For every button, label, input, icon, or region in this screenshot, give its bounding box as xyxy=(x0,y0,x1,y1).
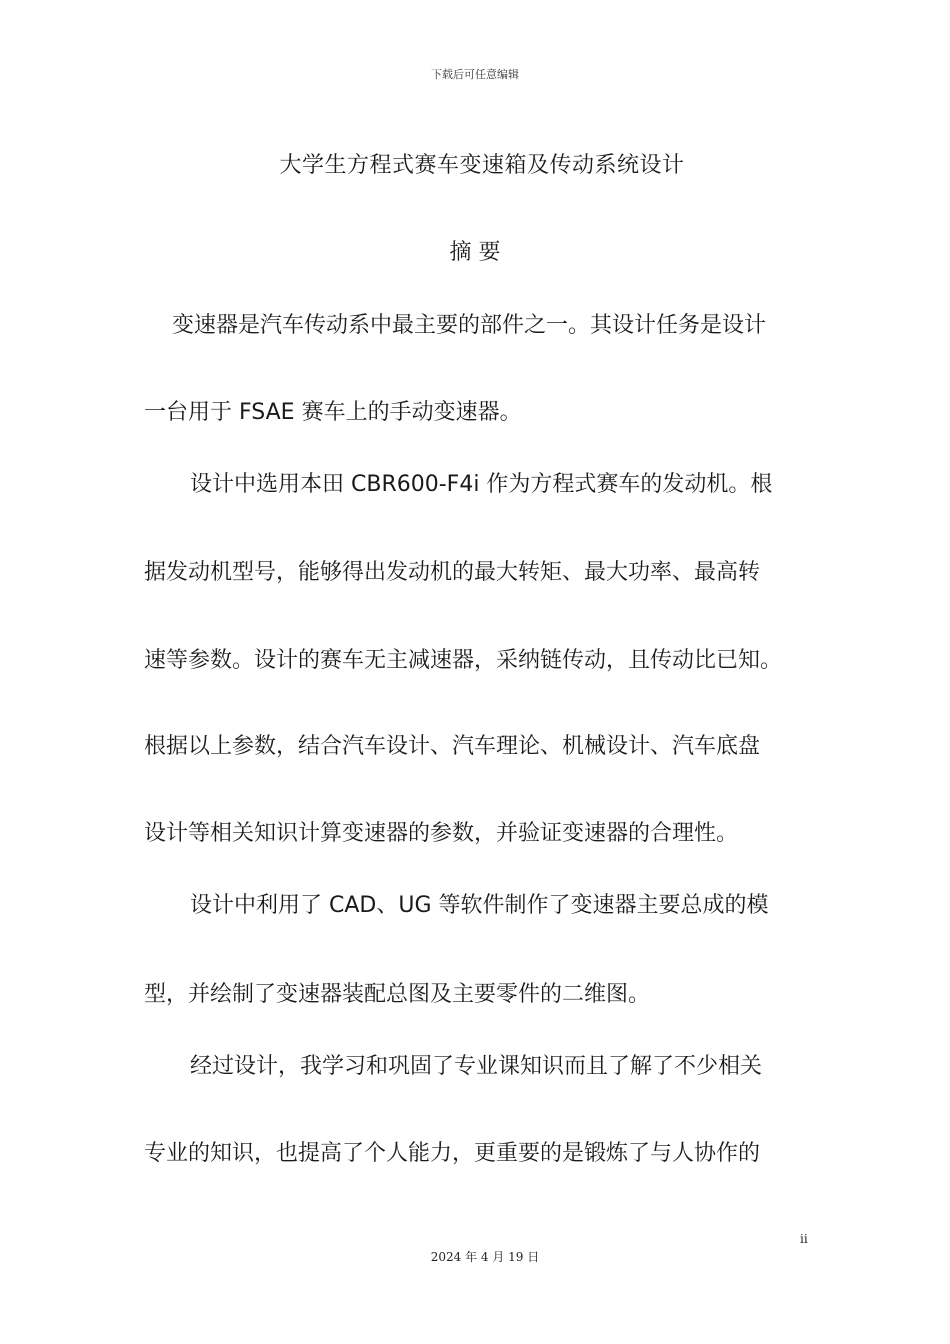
paragraph-line: 设计中选用本田 CBR600-F4i 作为方程式赛车的发动机。根 xyxy=(190,472,773,497)
paragraph-line: 专业的知识，也提高了个人能力，更重要的是锻炼了与人协作的 xyxy=(144,1141,761,1166)
paragraph-line: 一台用于 FSAE 赛车上的手动变速器。 xyxy=(144,400,522,425)
paragraph-line: 根据以上参数，结合汽车设计、汽车理论、机械设计、汽车底盘 xyxy=(144,734,761,759)
paragraph-line: 据发动机型号，能够得出发动机的最大转矩、最大功率、最高转 xyxy=(144,560,761,585)
paragraph-line: 型，并绘制了变速器装配总图及主要零件的二维图。 xyxy=(144,982,651,1007)
paragraph-line: 经过设计，我学习和巩固了专业课知识而且了解了不少相关 xyxy=(190,1054,763,1079)
page-number: ii xyxy=(800,1232,808,1246)
paragraph-line: 设计等相关知识计算变速器的参数，并验证变速器的合理性。 xyxy=(144,821,739,846)
paragraph-line: 设计中利用了 CAD、UG 等软件制作了变速器主要总成的模 xyxy=(190,893,769,918)
footer-date: 2024 年 4 月 19 日 xyxy=(430,1250,540,1264)
document-title: 大学生方程式赛车变速箱及传动系统设计 xyxy=(279,153,685,178)
header-note: 下载后可任意编辑 xyxy=(431,68,519,81)
paragraph-line: 速等参数。设计的赛车无主减速器，采纳链传动，且传动比已知。 xyxy=(144,648,783,673)
abstract-heading: 摘 要 xyxy=(449,240,501,265)
paragraph-line: 变速器是汽车传动系中最主要的部件之一。其设计任务是设计 xyxy=(172,313,767,338)
